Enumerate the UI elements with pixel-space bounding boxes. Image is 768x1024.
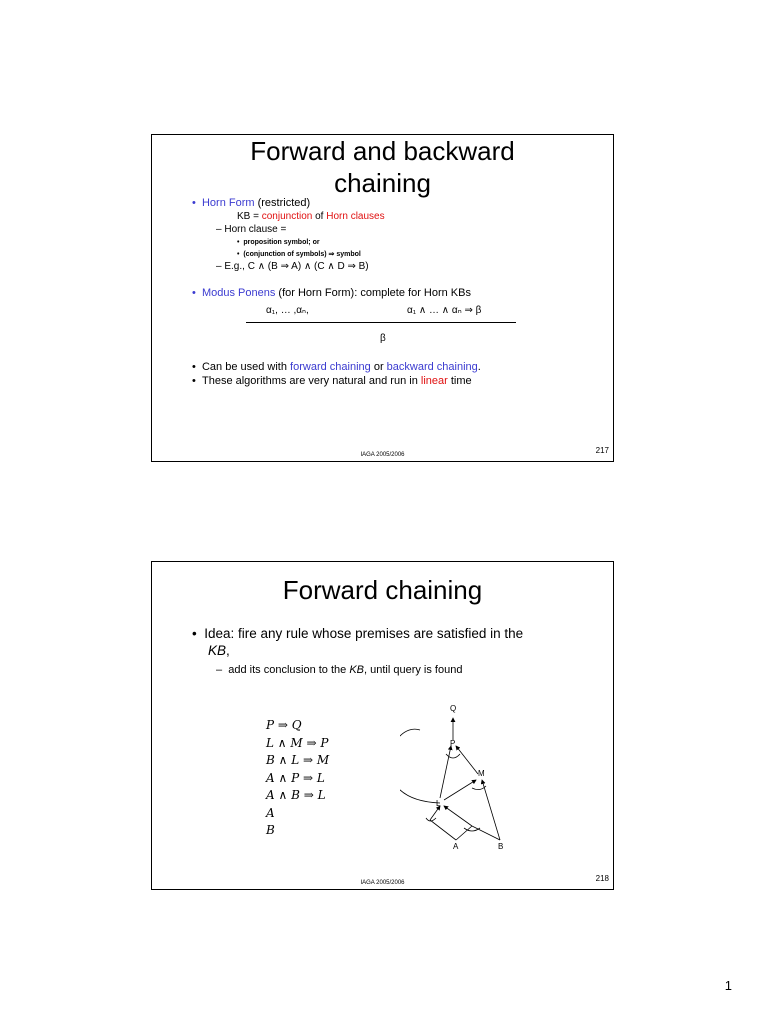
idea-text: Idea: fire any rule whose premises are satisfied in the <box>204 626 524 641</box>
subsub-proposition <box>237 239 320 246</box>
and-arc-p <box>446 754 460 758</box>
rule-item <box>266 735 329 753</box>
slide-title <box>152 135 613 199</box>
node-a: A <box>453 842 459 851</box>
bullet-horn-form <box>192 197 310 209</box>
horn-form-term: Horn Form <box>201 197 255 209</box>
slide-217 <box>151 134 614 462</box>
example-text: E.g., C ∧ (B ⇒ A) ∧ (C ∧ D ⇒ B) <box>224 261 369 272</box>
node-m: M <box>478 769 485 778</box>
mp-conclusion: β <box>380 333 386 344</box>
subsub-conjunction <box>237 250 361 258</box>
add-conclusion-text: add its conclusion to the <box>228 664 350 676</box>
horn-clauses-term: Horn clauses <box>326 211 385 222</box>
of-text: of <box>312 211 327 222</box>
dash: – <box>216 261 222 272</box>
bullet-modus-ponens <box>192 287 471 299</box>
title-line-1: Forward and backward <box>250 136 515 166</box>
inference-rule-line <box>246 322 516 323</box>
bullet-mark: • <box>192 287 196 299</box>
rule-lhs: P <box>266 718 275 732</box>
edge-a-l <box>430 820 456 840</box>
restricted-text: (restricted) <box>254 197 311 209</box>
edge-join2-l <box>444 806 472 826</box>
bullet-idea <box>192 626 523 641</box>
comma: , <box>226 643 230 658</box>
time-text: time <box>447 375 472 387</box>
edge-b-join <box>472 826 500 840</box>
slide-page-number: 218 <box>595 874 609 883</box>
or-text: or <box>370 361 387 373</box>
mp-premise-right: α₁ ∧ … ∧ αₙ ⇒ β <box>407 305 482 316</box>
rules-list <box>266 717 329 840</box>
until-query-text: , until query is found <box>364 664 463 676</box>
bullet-mark: • <box>192 626 197 641</box>
rule-lhs: A ∧ P <box>266 770 300 785</box>
rule-item <box>266 805 329 823</box>
rule-rhs: P <box>320 735 329 750</box>
bullet-mark: • <box>192 375 196 387</box>
rule-item <box>266 822 329 840</box>
rule-rhs: Q <box>291 718 302 732</box>
rule-rhs: L <box>317 788 326 802</box>
node-b: B <box>498 842 504 851</box>
slide-218 <box>151 561 614 890</box>
loop-edge <box>400 729 440 803</box>
rule-rhs: L <box>316 770 325 785</box>
rule-lhs: L ∧ M <box>266 735 303 750</box>
modus-ponens-term: Modus Ponens <box>201 287 276 299</box>
rule-op: ⇒ <box>277 718 288 732</box>
rule-rhs: M <box>316 753 330 767</box>
sub-conclusion <box>216 664 462 676</box>
rule-lhs: B <box>266 823 275 837</box>
kb-line <box>237 211 385 222</box>
rule-lhs: A ∧ B <box>266 788 300 802</box>
proposition-text: proposition symbol; or <box>243 239 320 246</box>
rule-op: ⇒ <box>303 788 314 802</box>
backward-chaining-term: backward chaining <box>386 361 478 373</box>
edge-b-m <box>482 780 500 840</box>
rule-item <box>266 752 329 770</box>
rule-op: ⇒ <box>302 770 314 785</box>
rule-item <box>266 770 329 788</box>
rule-lhs: A <box>266 805 275 820</box>
kb-text: KB = <box>237 211 262 222</box>
bullet-mark: • <box>192 197 196 209</box>
conjunction-text: (conjunction of symbols) ⇒ symbol <box>243 251 361 258</box>
rule-lhs: B ∧ L <box>266 753 300 767</box>
page-number: 1 <box>724 978 732 993</box>
can-be-used-text: Can be used with <box>201 361 291 373</box>
forward-chaining-term: forward chaining <box>290 361 371 373</box>
bullet-mark: • <box>237 239 240 246</box>
sub-horn-clause <box>216 224 286 235</box>
and-or-graph <box>400 700 520 852</box>
linear-term: linear <box>420 375 448 387</box>
node-p: P <box>450 739 456 748</box>
edge-l-m <box>444 780 476 800</box>
sub-example <box>216 261 369 272</box>
bullet-idea-cont <box>208 643 230 658</box>
rule-item <box>266 787 329 805</box>
bullet-mark: • <box>237 251 240 258</box>
horn-clause-text: Horn clause = <box>224 224 287 235</box>
slide-footer: IAGA 2005/2006 <box>360 880 405 886</box>
period-text: . <box>477 361 481 373</box>
slide-title: Forward chaining <box>282 575 483 605</box>
rule-item <box>266 717 329 735</box>
slide-page-number: 217 <box>595 446 609 455</box>
rule-op: ⇒ <box>306 735 317 750</box>
conjunction-term: conjunction <box>261 211 313 222</box>
edge-m-p <box>456 746 478 774</box>
rule-op: ⇒ <box>303 753 314 767</box>
kb-term: KB <box>208 643 227 658</box>
node-l: L <box>436 799 441 808</box>
slide-footer: IAGA 2005/2006 <box>360 452 405 458</box>
mp-premise-left: α₁, … ,αₙ, <box>266 305 309 316</box>
dash: – <box>216 224 222 235</box>
bullet-mark: • <box>192 361 196 373</box>
bullet-linear-time <box>192 375 472 387</box>
algorithms-text: These algorithms are very natural and run in <box>201 375 421 387</box>
edge-l-p <box>440 746 451 798</box>
node-q: Q <box>450 704 457 713</box>
bullet-chaining <box>192 361 481 373</box>
dash: – <box>216 664 223 676</box>
title-line-2: chaining <box>334 168 431 198</box>
modus-ponens-text: (for Horn Form): complete for Horn KBs <box>275 287 471 299</box>
kb-term: KB <box>349 664 365 676</box>
edge-join-l <box>430 806 440 820</box>
